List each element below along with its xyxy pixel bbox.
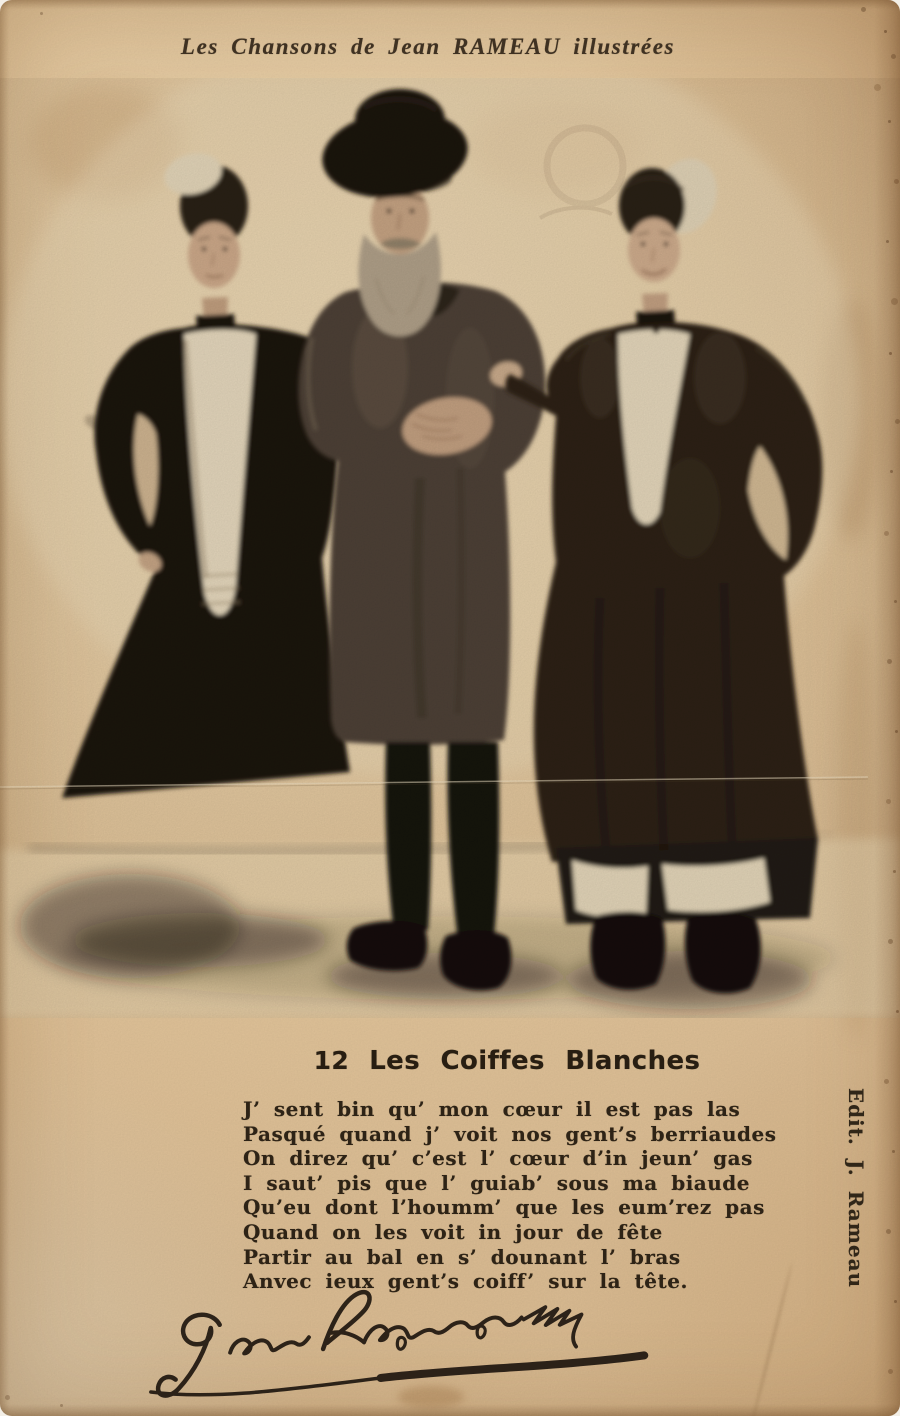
song-title-text: Les Coiffes Blanches: [369, 1046, 701, 1076]
publisher-credit: Edit. J. Rameau: [844, 1087, 868, 1289]
poem: [243, 1097, 776, 1294]
song-title: [57, 1046, 900, 1076]
signature: [79, 1267, 681, 1416]
edge-speckles: [0, 0, 3, 3]
poem-line: Quand on les voit in jour de fête: [243, 1219, 663, 1244]
poem-line: Anvec ieux gent’s coiff’ sur la tête.: [243, 1269, 688, 1294]
poem-line: J’ sent bin qu’ mon cœur il est pas las: [243, 1097, 741, 1121]
poem-line: Partir au bal en s’ dounant l’ bras: [243, 1244, 681, 1269]
photo-grain: [0, 78, 900, 1018]
postcard-photo: [0, 78, 900, 1018]
poem-line: On direz qu’ c’est l’ cœur d’in jeun’ gas: [243, 1146, 753, 1171]
top-edge-shading: [0, 0, 900, 9]
poem-line: I saut’ pis que l’ guiab’ sous ma biaude: [243, 1170, 751, 1195]
header-caption: Les Chansons de Jean RAMEAU illustrées: [180, 34, 676, 59]
poem-line: Qu’eu dont l’houmm’ que les eum’rez pas: [243, 1195, 765, 1220]
poem-line: Pasqué quand j’ voit nos gent’s berriaudes: [243, 1121, 777, 1146]
song-number: 12: [313, 1046, 350, 1075]
